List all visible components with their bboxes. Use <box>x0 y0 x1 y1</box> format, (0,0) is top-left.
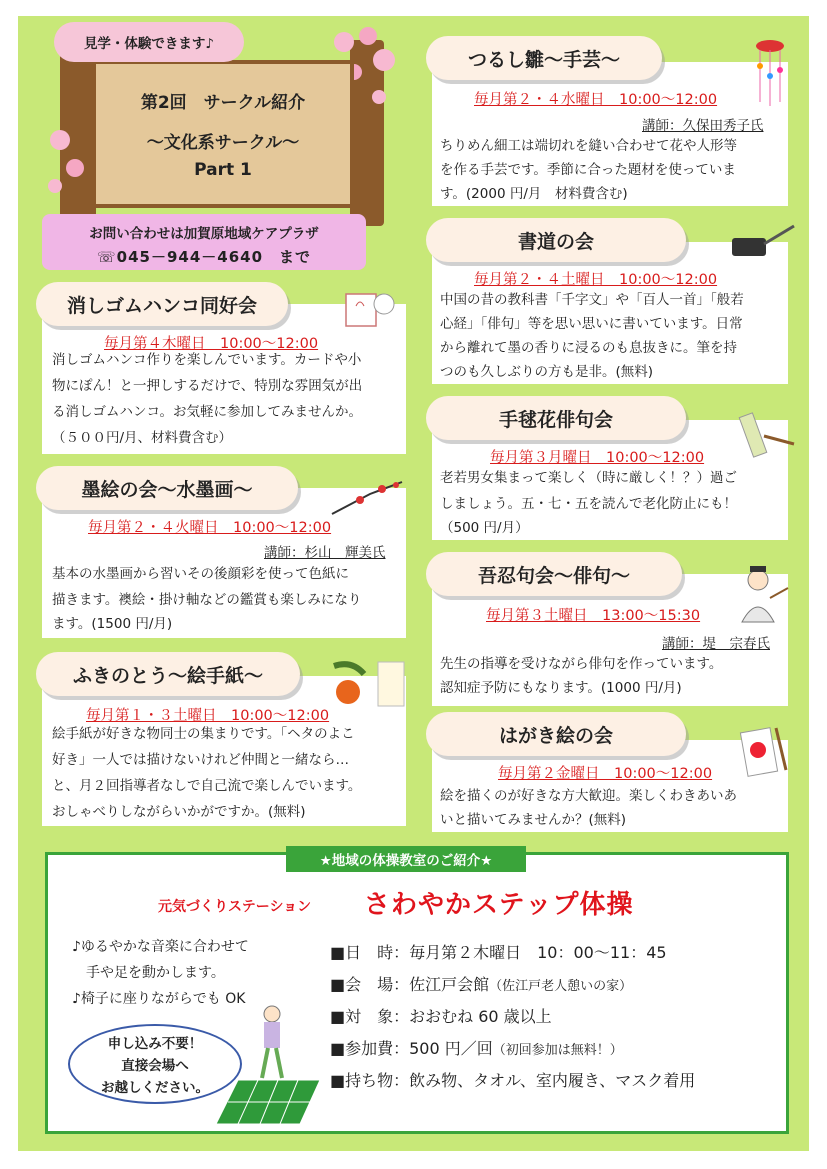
poet-icon <box>736 564 792 624</box>
taiso-title: さわやかステップ体操 <box>364 890 634 920</box>
circle-title-temari: 手毬花俳句会 <box>426 396 686 440</box>
schedule-fukinotou: 毎月第１・３土曜日 10:00～12:00 <box>86 708 330 724</box>
contact-phone: ☏045－944－4640 まで <box>96 248 312 266</box>
tanzaku-brush-icon <box>736 408 796 460</box>
circle-title-shodo: 書道の会 <box>426 218 686 262</box>
info-place-note: （佐江戸老人憩いの家） <box>489 979 633 994</box>
desc-fukinotou-3: と、月２回指導者なしで自己流で楽しんでいます。 <box>52 778 362 794</box>
desc-gojin-1: 先生の指導を受けながら俳句を作っています。 <box>440 656 723 672</box>
taiso-subtitle: 元気づくりステーション <box>158 899 312 915</box>
desc-hagaki-2: いと描いてみませんか？(無料) <box>440 812 627 828</box>
desc-bokue-2: 描きます。襖絵・掛け軸などの鑑賞も楽しみになり <box>52 592 362 608</box>
desc-fukinotou-4: おしゃべりしながらいかがですか。(無料) <box>52 804 306 820</box>
desc-hanko-4: （５００円/月、材料費含む） <box>52 430 233 446</box>
stamp-icon <box>342 286 398 334</box>
teacher-gojin: 講師：堤 宗春氏 <box>662 636 770 652</box>
bubble-line-2: 直接会場へ <box>121 1058 189 1074</box>
schedule-hanko: 毎月第４木曜日 10:00～12:00 <box>104 336 319 352</box>
inkstone-icon <box>728 222 798 262</box>
bubble-line-3: お越しください。 <box>101 1080 209 1096</box>
plum-branch-icon <box>330 474 406 520</box>
info-datetime: ■日 時：毎月第２木曜日 10：00～11：45 <box>330 943 667 962</box>
schedule-bokue: 毎月第２・４火曜日 10:00～12:00 <box>88 520 332 536</box>
schedule-hagaki: 毎月第２金曜日 10:00～12:00 <box>498 766 713 782</box>
desc-tsurushi-1: ちりめん細工は端切れを縫い合わせて花や人形等 <box>440 138 737 154</box>
taiso-tab: ★地域の体操教室のご紹介★ <box>286 846 526 872</box>
sign-title: 第2回 サークル紹介 <box>140 93 306 113</box>
circle-title-fukinotou: ふきのとう～絵手紙～ <box>36 652 300 696</box>
desc-tsurushi-2: を作る手芸です。季節に合った題材を使っていま <box>440 162 736 178</box>
info-fee-main: ■参加費：500 円／回 <box>330 1039 493 1058</box>
info-fee-note: （初回参加は無料！） <box>492 1043 623 1058</box>
desc-temari-3: （500 円/月） <box>440 520 529 536</box>
desc-hanko-2: 物にぽん！と一押しするだけで、特別な雰囲気が出 <box>52 378 363 394</box>
info-fee <box>330 1036 623 1059</box>
desc-hanko-1: 消しゴムハンコ作りを楽しんでいます。カードや小 <box>52 352 362 368</box>
desc-shodo-3: から離れて墨の香りに浸るのも息抜きに。筆を持 <box>440 340 737 356</box>
schedule-shodo: 毎月第２・４土曜日 10:00～12:00 <box>474 272 718 288</box>
schedule-gojin: 毎月第３土曜日 13:00～15:30 <box>486 608 701 624</box>
bubble-line-1: 申し込み不要！ <box>107 1036 203 1052</box>
circle-title-tsurushi: つるし雛～手芸～ <box>426 36 662 80</box>
blossom-icon <box>40 120 100 200</box>
sign-part: Part 1 <box>194 160 252 180</box>
desc-shodo-4: つのも久しぶりの方も是非。(無料) <box>440 364 654 380</box>
desc-bokue-1: 基本の水墨画から習いその後顔彩を使って色紙に <box>52 566 349 582</box>
teacher-bokue: 講師：杉山 輝美氏 <box>264 545 386 561</box>
desc-fukinotou-1: 絵手紙が好きな物同士の集まりです。「ヘタのよこ <box>52 726 355 742</box>
desc-hagaki-1: 絵を描くのが好きな方大歓迎。楽しくわきあいあ <box>440 788 737 804</box>
sign-subtitle: ～文化系サークル～ <box>146 133 300 153</box>
contact-text: お問い合わせは加賀原地域ケアプラザ <box>89 226 319 242</box>
hanging-doll-icon <box>752 36 788 108</box>
circle-title-hanko: 消しゴムハンコ同好会 <box>36 282 288 326</box>
exercise-person-icon <box>252 1004 292 1084</box>
postcard-icon <box>736 720 792 780</box>
info-place-main: ■会 場：佐江戸会館 <box>330 975 490 994</box>
contact-box <box>42 214 366 270</box>
desc-tsurushi-3: す。(2000 円/月 材料費含む) <box>440 186 628 202</box>
desc-temari-2: しましょう。五・七・五を読んで老化防止にも！ <box>440 496 737 512</box>
taiso-note-2: 手や足を動かします。 <box>72 965 225 981</box>
desc-shodo-1: 中国の昔の教科書「千字文」や「百人一首」「般若 <box>440 292 744 308</box>
desc-temari-1: 老若男女集まって楽しく（時に厳しく！？）過ご <box>440 470 737 486</box>
schedule-tsurushi: 毎月第２・４水曜日 10:00～12:00 <box>474 92 718 108</box>
desc-shodo-2: 心経」「俳句」等を思い思いに書いています。日常 <box>440 316 743 332</box>
desc-hanko-3: る消しゴムハンコ。お気軽に参加してみませんか。 <box>52 404 362 420</box>
info-target: ■対 象：おおむね 60 歳以上 <box>330 1007 552 1026</box>
circle-title-hagaki: はがき絵の会 <box>426 712 686 756</box>
info-place <box>330 972 632 995</box>
taiso-note-1: ♪ゆるやかな音楽に合わせて <box>72 939 249 955</box>
schedule-temari: 毎月第３月曜日 10:00～12:00 <box>490 450 705 466</box>
circle-title-gojin: 吾忍句会～俳句～ <box>426 552 682 596</box>
info-bring: ■持ち物：飲み物、タオル、室内履き、マスク着用 <box>330 1071 696 1090</box>
desc-gojin-2: 認知症予防にもなります。(1000 円/月) <box>440 680 682 696</box>
desc-fukinotou-2: 好き」一人では描けないけれど仲間と一緒なら… <box>52 752 349 768</box>
circle-title-bokue: 墨絵の会～水墨画～ <box>36 466 298 510</box>
persimmon-icon <box>330 656 410 712</box>
taiso-note-3: ♪椅子に座りながらでも OK <box>72 991 246 1007</box>
teacher-tsurushi: 講師：久保田秀子氏 <box>642 118 764 134</box>
visit-badge: 見学・体験できます♪ <box>54 22 244 62</box>
desc-bokue-3: ます。(1500 円/月) <box>52 616 173 632</box>
